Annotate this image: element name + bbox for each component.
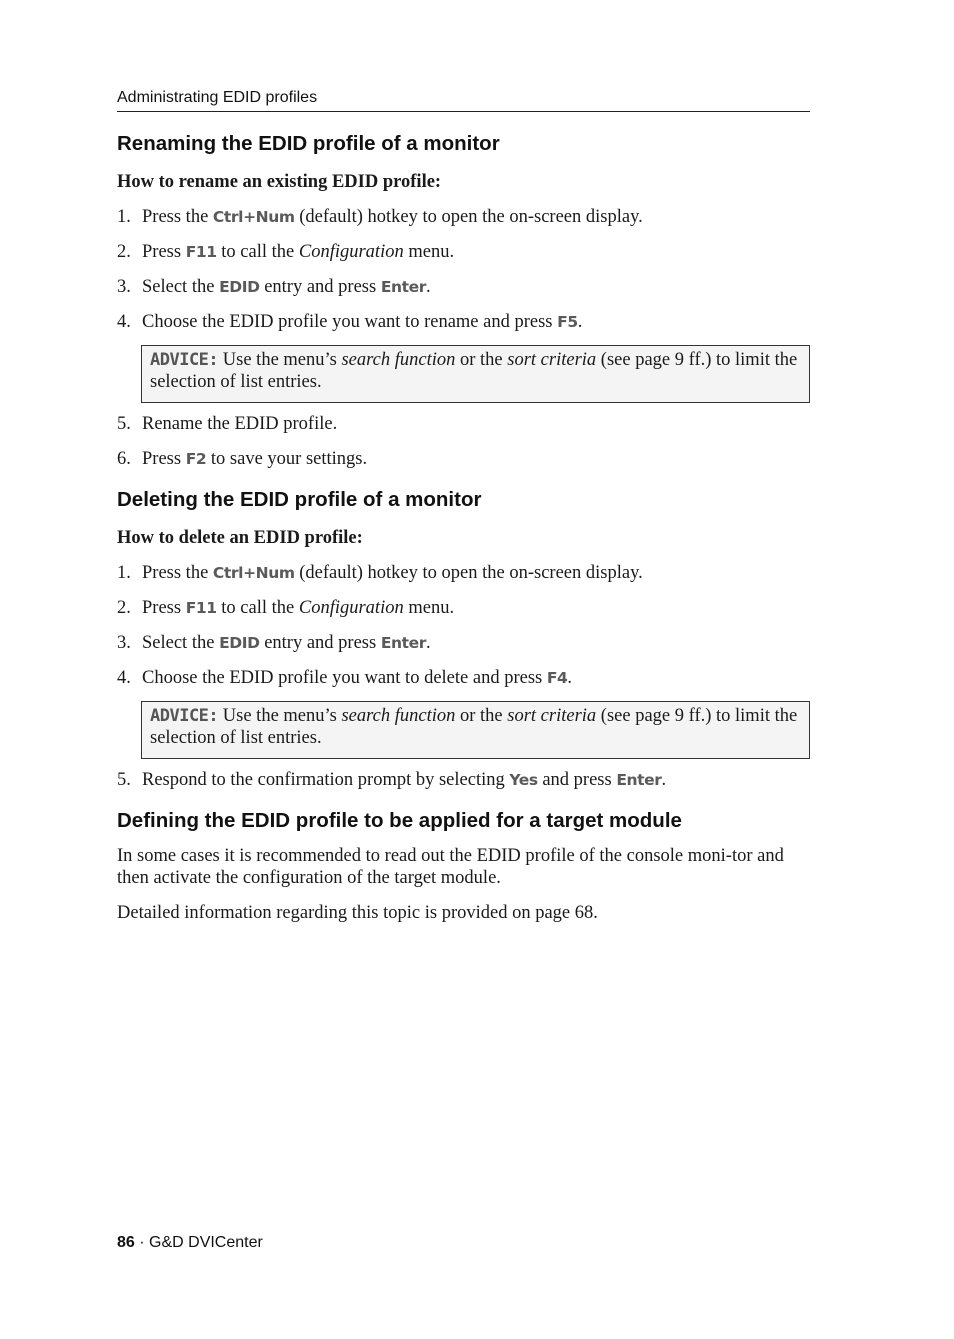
page-footer xyxy=(117,1234,263,1252)
list-item: 2. Press F11 to call the Configuration menu. xyxy=(117,598,455,618)
hotkey-label: F11 xyxy=(185,599,217,617)
button-label: Yes xyxy=(509,771,538,789)
hotkey-label: Enter xyxy=(380,278,427,296)
list-item: 4. Choose the EDID profile you want to rename and press F5. xyxy=(117,312,583,332)
list-item: 1. Press the Ctrl+Num (default) hotkey to open the on-screen display. xyxy=(117,563,643,583)
list-item: 1. Press the Ctrl+Num (default) hotkey to open the on-screen display. xyxy=(117,207,643,227)
list-item: 3. Select the EDID entry and press Enter. xyxy=(117,277,431,297)
steps-delete-b xyxy=(117,768,810,792)
list-item: 4. Choose the EDID profile you want to delete and press F4. xyxy=(117,668,573,688)
body-paragraph: In some cases it is recommended to read out the EDID profile of the console moni-tor and then activate the configuration of the target module. xyxy=(117,846,784,888)
running-header: Administrating EDID profiles xyxy=(117,89,810,112)
advice-tag: ADVICE: xyxy=(150,350,219,370)
list-item: 2. Press F11 to call the Configuration menu. xyxy=(117,242,455,262)
advice-box-rename: ADVICE: Use the menu’s search function or the sort criteria (see page 9 ff.) to limit the selection of list entries. xyxy=(141,345,810,403)
menu-entry-label: EDID xyxy=(219,634,260,652)
section-heading-delete: Deleting the EDID profile of a monitor xyxy=(117,488,482,511)
hotkey-label: F2 xyxy=(185,450,207,468)
steps-rename-a xyxy=(117,205,810,334)
body-paragraph-reference: Detailed information regarding this topic is provided on page 68. xyxy=(117,903,598,923)
list-item: 5. Rename the EDID profile. xyxy=(117,414,338,434)
list-item: 5. Respond to the confirmation prompt by selecting Yes and press Enter. xyxy=(117,770,667,790)
hotkey-label: Enter xyxy=(616,771,662,789)
page-number: 86 xyxy=(117,1234,135,1251)
procedure-lead-rename: How to rename an existing EDID profile: xyxy=(117,172,442,192)
advice-tag: ADVICE: xyxy=(150,706,219,726)
steps-rename-b xyxy=(117,412,810,471)
advice-box-delete: ADVICE: Use the menu’s search function or the sort criteria (see page 9 ff.) to limit the selection of list entries. xyxy=(141,701,810,759)
section-heading-define: Defining the EDID profile to be applied for a target module xyxy=(117,809,682,832)
footer-separator: · xyxy=(134,1234,150,1251)
footer-doc-title: G&D DVICenter xyxy=(149,1234,263,1251)
list-item: 6. Press F2 to save your settings. xyxy=(117,449,368,469)
list-item: 3. Select the EDID entry and press Enter. xyxy=(117,633,431,653)
hotkey-label: F5 xyxy=(557,313,578,331)
hotkey-label: F11 xyxy=(185,243,217,261)
page-content xyxy=(117,130,810,924)
menu-entry-label: EDID xyxy=(219,278,260,296)
hotkey-label: F4 xyxy=(546,669,568,687)
section-heading-rename: Renaming the EDID profile of a monitor xyxy=(117,132,500,155)
hotkey-label: Enter xyxy=(380,634,427,652)
hotkey-label: Ctrl+Num xyxy=(212,208,295,226)
hotkey-label: Ctrl+Num xyxy=(212,564,295,582)
steps-delete-a xyxy=(117,561,810,690)
procedure-lead-delete: How to delete an EDID profile: xyxy=(117,528,363,548)
